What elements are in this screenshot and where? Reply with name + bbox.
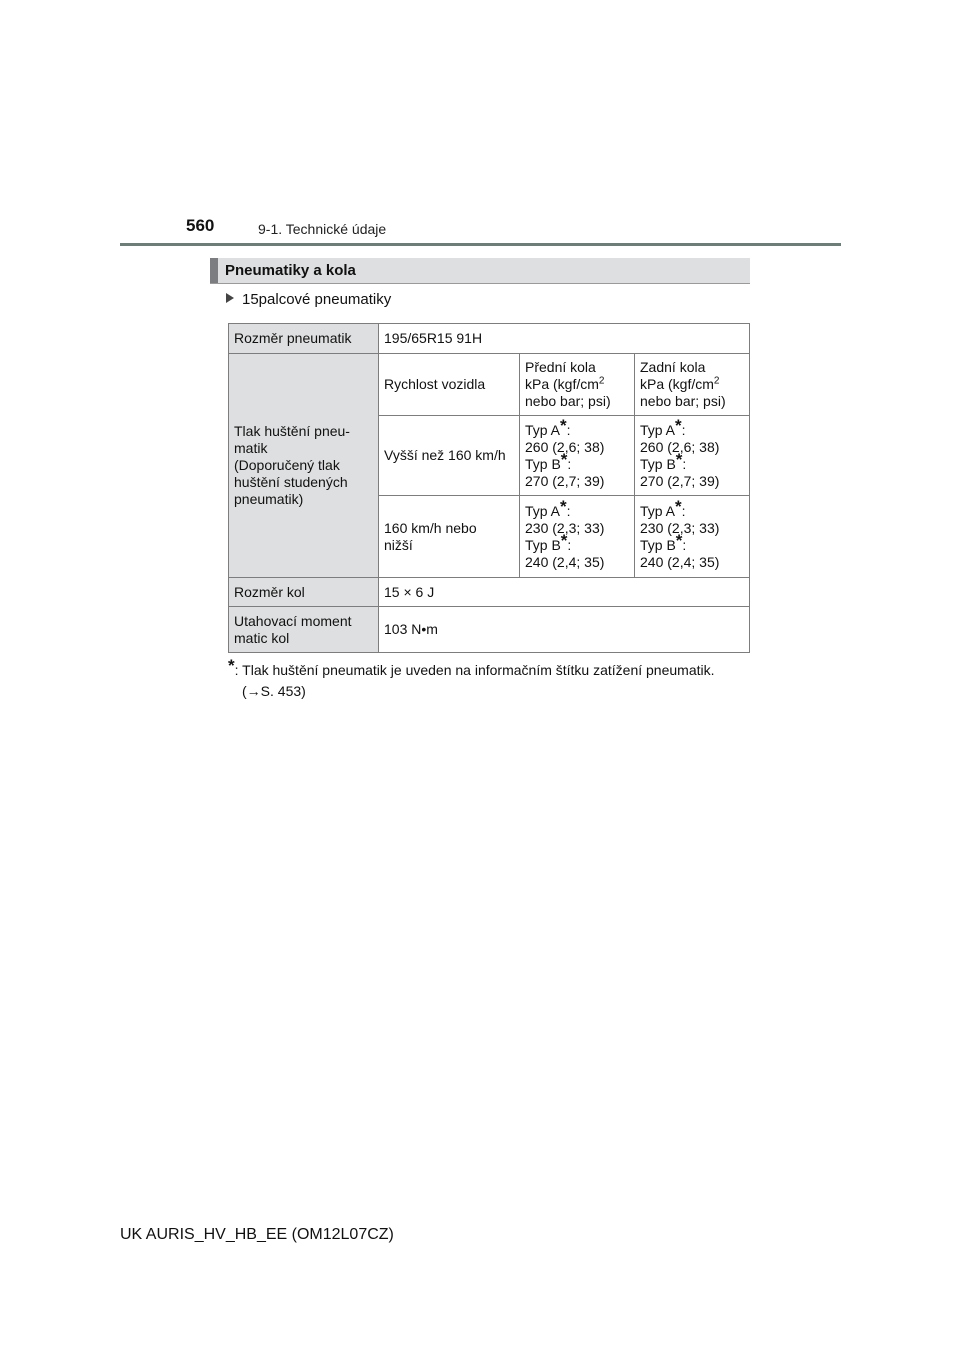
star-mark: * [675,449,683,469]
pressure-label-line: pneumatik) [234,491,304,507]
tire-size-value: 195/65R15 91H [379,324,750,354]
pressure-line: 230 (2,3; 33) [640,519,720,536]
rear-header-line: Zadní kola [640,359,706,375]
tire-spec-table [228,323,750,653]
rear-pressure-value [635,416,750,496]
front-pressure-value [520,496,635,578]
pressure-line: Typ B [640,455,676,472]
footnote-star: * [228,656,235,675]
pressure-line: Typ B [525,455,561,472]
pressure-line: : [681,502,686,519]
pressure-line: 240 (2,4; 35) [525,553,605,570]
pressure-line: : [566,502,571,519]
star-mark: * [675,415,682,435]
document-code: UK AURIS_HV_HB_EE (OM12L07CZ) [120,1226,394,1243]
star-mark: * [560,496,567,516]
pressure-line: Typ A [640,421,676,438]
pressure-label-line: huštění studených [234,474,348,490]
pressure-line: 270 (2,7; 39) [640,472,720,489]
pressure-line: 260 (2,6; 38) [640,438,720,455]
pressure-label-line: matik [234,440,268,456]
speed-value [379,496,520,578]
speed-line: 160 km/h nebo [384,519,477,536]
subheading-label: 15palcové pneumatiky [242,291,392,308]
header-rule [120,243,841,246]
star-mark: * [560,449,568,469]
rear-pressure-value [635,496,750,578]
pressure-line: Typ A [525,421,561,438]
torque-label [229,607,379,653]
star-mark: * [560,530,568,550]
pressure-line: : [567,455,572,472]
table-row [229,607,750,653]
pressure-label-line: Tlak huštění pneu- [234,423,350,439]
rear-header-line: kPa (kgf/cm [640,376,714,392]
wheel-size-label: Rozměr kol [229,578,379,607]
table-row [229,354,750,416]
front-header-line: kPa (kgf/cm [525,376,599,392]
table-row [229,324,750,354]
table-row [229,578,750,607]
star-mark: * [675,496,682,516]
pressure-line: 270 (2,7; 39) [525,472,605,489]
pressure-line: 230 (2,3; 33) [525,519,605,536]
wheel-size-value: 15 × 6 J [379,578,750,607]
torque-value: 103 N•m [379,607,750,653]
pressure-line: : [566,421,571,438]
section-title: 9-1. Technické údaje [258,221,387,237]
front-pressure-value [520,416,635,496]
footnote [228,656,758,702]
front-header-sup: 2 [598,375,605,387]
pressure-line: Typ A [525,502,561,519]
front-header-line: Přední kola [525,359,596,375]
rear-wheels-header [635,354,750,416]
footnote-text: : Tlak huštění pneumatik je uveden na informačním štítku zatížení pneumatik. [234,662,715,678]
pressure-label [229,354,379,578]
section-heading-label: Pneumatiky a kola [225,262,356,279]
tire-size-label: Rozměr pneumatik [229,324,379,354]
pressure-line: Typ A [640,502,676,519]
pressure-line: Typ B [525,536,561,553]
torque-label-line: Utahovací moment [234,612,352,629]
section-heading [210,258,750,284]
front-header-line: nebo bar; psi) [525,393,611,409]
pressure-line: : [567,536,572,553]
front-wheels-header [520,354,635,416]
star-mark: * [560,415,567,435]
rear-header-line: nebo bar; psi) [640,393,726,409]
speed-line: nižší [384,536,413,553]
pressure-line: : [681,421,686,438]
rear-header-sup: 2 [713,375,720,387]
pressure-label-line: (Doporučený tlak [234,457,340,473]
star-mark: * [675,530,683,550]
speed-header: Rychlost vozidla [379,354,520,416]
triangle-bullet-icon [226,293,234,303]
pressure-line: 260 (2,6; 38) [525,438,605,455]
pressure-line: Typ B [640,536,676,553]
heading-accent-bar [210,258,218,283]
pressure-line: : [682,455,687,472]
speed-value: Vyšší než 160 km/h [379,416,520,496]
page-number: 560 [186,216,215,235]
subheading [226,291,391,308]
pressure-line: 240 (2,4; 35) [640,553,720,570]
pressure-line: : [682,536,687,553]
torque-label-line: matic kol [234,629,290,646]
page-reference-link[interactable]: (→S. 453) [242,683,306,699]
